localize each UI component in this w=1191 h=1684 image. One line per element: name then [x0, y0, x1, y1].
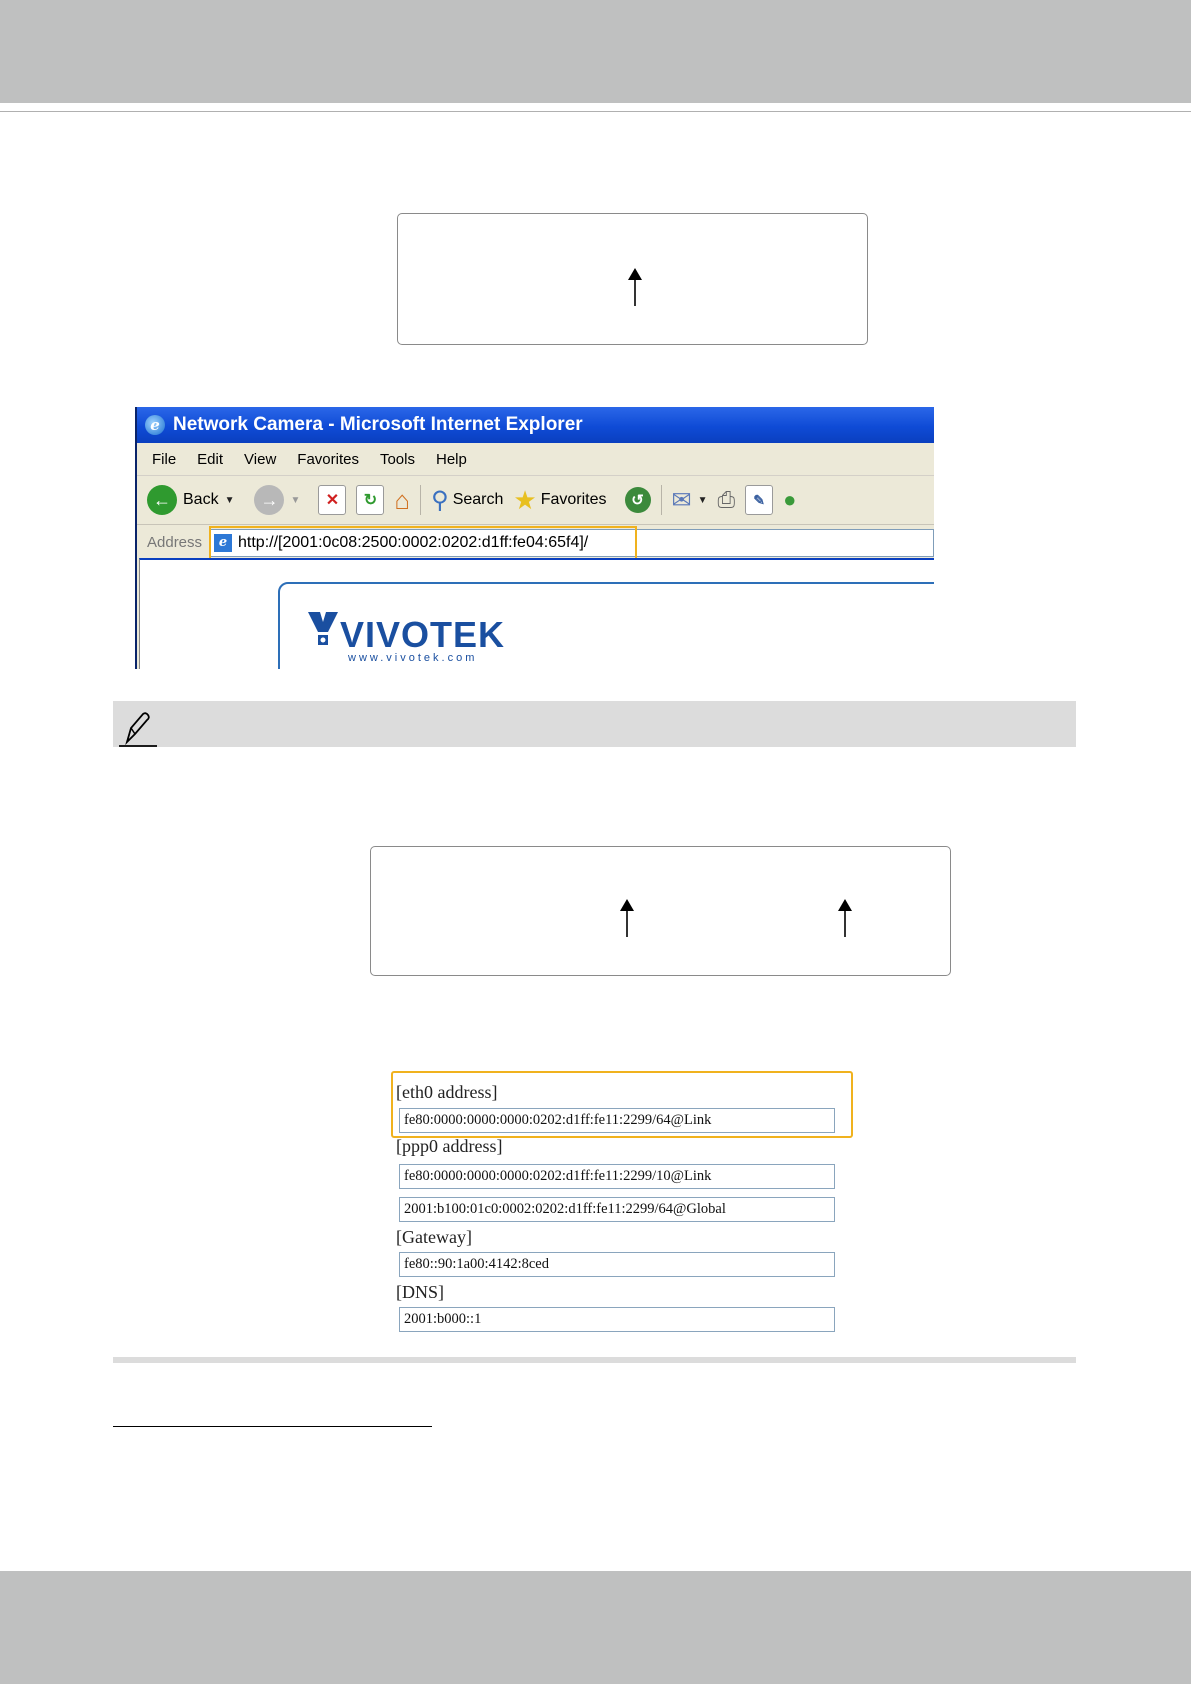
chevron-down-icon: ▼ [224, 494, 235, 506]
edit-icon: ✎ [745, 485, 773, 515]
up-arrow-icon [625, 268, 645, 306]
logo-subtext: www.vivotek.com [348, 652, 478, 664]
ppp0-address-field-1: fe80:0000:0000:0000:0202:d1ff:fe11:2299/10@Link [399, 1164, 835, 1189]
url-format-box-2 [370, 846, 951, 976]
ppp0-label: [ppp0 address] [396, 1136, 503, 1156]
browser-content [139, 558, 934, 669]
search-button[interactable] [431, 486, 503, 515]
browser-titlebar [137, 407, 934, 443]
pencil-icon [117, 712, 159, 748]
history-icon: ↺ [625, 487, 651, 513]
up-arrow-icon [617, 899, 637, 937]
favorites-icon: ★ [513, 484, 537, 515]
logo-camera-icon [306, 608, 340, 652]
note-bar [113, 701, 1076, 747]
chevron-down-icon: ▼ [290, 494, 301, 506]
mail-button[interactable] [672, 486, 708, 515]
logo-card [278, 582, 934, 669]
dns-field: 2001:b000::1 [399, 1307, 835, 1332]
address-url: http://[2001:0c08:2500:0002:0202:d1ff:fe04:65f4]/ [238, 534, 589, 551]
address-label: Address [147, 533, 203, 551]
menu-bar [137, 443, 934, 476]
back-label: Back [183, 491, 219, 508]
ie-icon: e [145, 415, 165, 435]
home-icon: ⌂ [394, 484, 411, 515]
logo-text: VIVOTEK [340, 614, 506, 655]
forward-button[interactable] [244, 485, 300, 515]
favorites-button[interactable] [513, 485, 606, 516]
messenger-button[interactable] [783, 487, 796, 513]
gateway-label: [Gateway] [396, 1227, 472, 1247]
dns-label: [DNS] [396, 1282, 444, 1302]
history-button[interactable] [617, 487, 651, 513]
up-arrow-icon [835, 899, 855, 937]
menu-favorites[interactable]: Favorites [297, 450, 359, 468]
menu-file[interactable]: File [152, 450, 177, 468]
browser-window [135, 407, 934, 669]
address-bar [137, 525, 934, 559]
menu-help[interactable]: Help [436, 450, 467, 468]
footer-band [0, 1571, 1191, 1684]
chevron-down-icon: ▼ [697, 494, 708, 506]
header-rule [0, 111, 1191, 112]
search-icon: ⚲ [431, 486, 449, 514]
header-band [0, 0, 1191, 103]
menu-tools[interactable]: Tools [379, 450, 415, 468]
forward-icon: → [254, 485, 284, 515]
address-highlight [209, 526, 637, 562]
section-divider [113, 1357, 1076, 1363]
home-button[interactable] [394, 485, 410, 516]
back-icon: ← [147, 485, 177, 515]
mail-icon: ✉ [671, 486, 692, 514]
browser-toolbar [137, 476, 934, 525]
footnote-rule [113, 1426, 432, 1427]
eth0-label: [eth0 address] [396, 1082, 498, 1102]
refresh-icon: ↻ [356, 485, 384, 515]
print-icon: ⎙ [717, 487, 736, 512]
stop-button[interactable] [310, 485, 346, 515]
search-label: Search [452, 491, 504, 508]
url-format-box-1 [397, 213, 868, 345]
favorites-label: Favorites [540, 491, 607, 508]
menu-view[interactable]: View [244, 450, 277, 468]
gateway-field: fe80::90:1a00:4142:8ced [399, 1252, 835, 1277]
menu-edit[interactable]: Edit [197, 450, 224, 468]
eth0-address-field: fe80:0000:0000:0000:0202:d1ff:fe11:2299/64@Link [399, 1108, 835, 1133]
messenger-icon: ● [783, 487, 797, 512]
back-button[interactable] [147, 485, 234, 515]
toolbar-separator [661, 485, 662, 515]
print-button[interactable] [718, 487, 736, 513]
edit-button[interactable] [745, 485, 773, 515]
ppp0-address-field-2: 2001:b100:01c0:0002:0202:d1ff:fe11:2299/64@Global [399, 1197, 835, 1222]
vivotek-logo [310, 614, 505, 664]
stop-icon: ✕ [318, 485, 346, 515]
ie-page-icon: e [214, 534, 232, 552]
browser-title: Network Camera - Microsoft Internet Explorer [173, 414, 583, 435]
toolbar-separator [420, 485, 421, 515]
refresh-button[interactable] [356, 485, 384, 515]
